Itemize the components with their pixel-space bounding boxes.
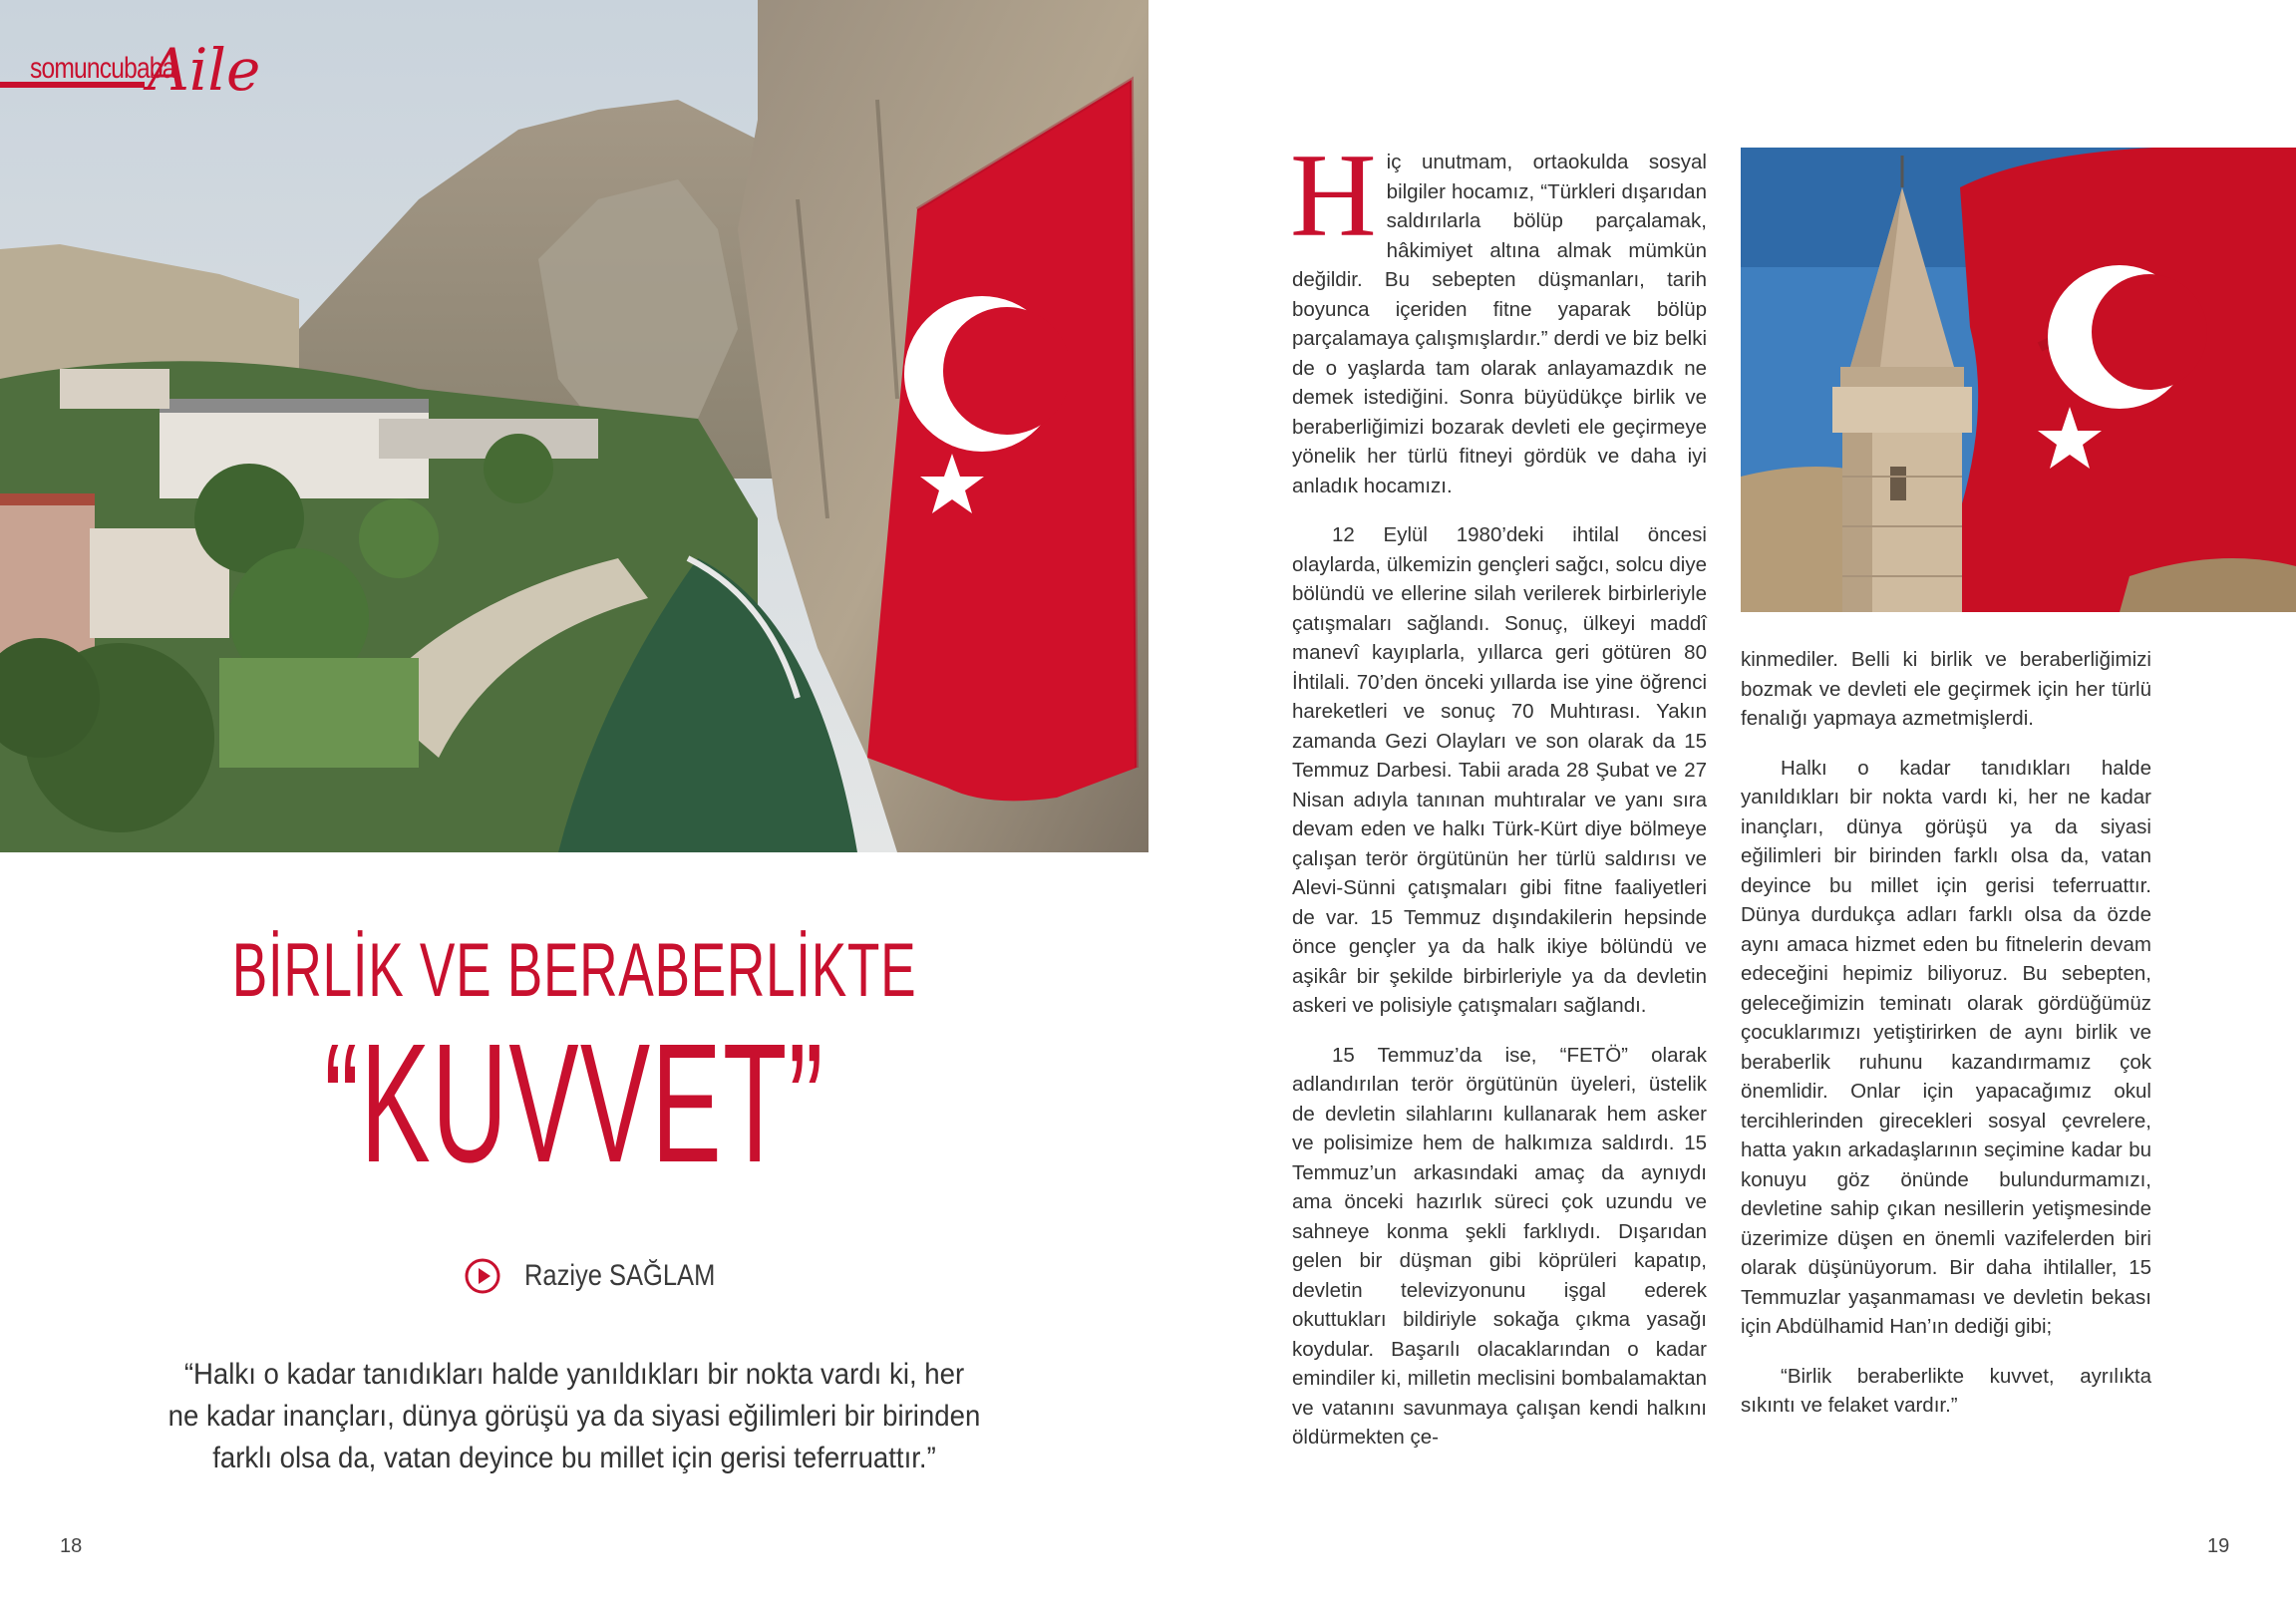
paragraph-1	[1290, 129, 1707, 500]
paragraph-3-continued: kinmediler. Belli ki birlik ve beraberliğimizi bozmak ve devleti ele geçirmek için her türlü fenalığı yapmaya azmetmişlerdi.	[1741, 648, 2151, 730]
article-title-line1: BİRLİK VE BERABERLİKTE	[231, 928, 917, 1013]
author-name: Raziye SAĞLAM	[524, 1259, 716, 1292]
body-column-right	[1741, 645, 2151, 1441]
paragraph-5: “Birlik beraberlikte kuvvet, ayrılıkta sıkıntı ve felaket vardır.”	[1741, 1364, 2151, 1417]
page-number-left: 18	[60, 1535, 83, 1557]
masthead-section: Aile	[148, 36, 261, 104]
page-number-right: 19	[2207, 1535, 2230, 1557]
drop-cap: H	[1290, 129, 1377, 261]
paragraph-2: 12 Eylül 1980’deki ihtilal öncesi olaylarda, ülkemizin gençleri sağcı, solcu diye bölündü ve ellerine silah verilerek birbirleriyle çatışmaları sağlandı. Sonuç, ülkeyi maddî manevî kayıplarla, yıllarca geri götüren 80 İhtilali. 70’den önceki yıllarda ise yine öğrenci hareketleri ve sonuç 70 Muhtırası. Yakın zamanda Gezi Olayları ve son olarak da 15 Temmuz Darbesi. Tabii arada 28 Şubat ve 27 Nisan adıyla tanınan muhtıralar ve yanı sıra devam eden ve halkı Türk-Kürt diye bölmeye çalışan terör örgütünün her türlü saldırısı ve Alevi-Sünni çatışmaları gibi fitne faaliyetleri de var. 15 Temmuz dışındakilerin hepsinde önce gençler ya da halk ikiye bölündü ve aşikâr bir şekilde birbirleriyle ya da devletin askeri ve polisiyle çatışmaları sağlandı.	[1292, 523, 1707, 1017]
play-circle-icon	[465, 1258, 500, 1294]
article-title-line2: “KUVVET”	[324, 1009, 824, 1198]
paragraph-4: Halkı o kadar tanıdıkları halde yanıldıkları bir nokta vardı ki, her ne kadar inançları, dünya görüşü ya da siyasi eğilimleri bir birinden farklı olsa da, vatan deyince bu millet için gerisi teferruattır. Dünya durdukça adları farklı olsa da özde aynı amaca hizmet eden bu fitnelerin devam edeceğini hepimiz biliyoruz. Bu sebepten, geleceğimizin teminatı olarak gördüğümüz çocuklarımızı yetiştirirken de aynı birlik ve beraberlik ruhunu kazandırmamız çok önemlidir. Onlar için yapacağımız okul tercihlerinden girecekleri sosyal çevrelere, hatta yakın arkadaşlarının seçimine kadar bu konuyu göz önünde bulundurmamızı, devletine sahip çıkan nesillerin yetişmesinde üzerimize düşen en önemli vazifelerden biri olarak düşünüyorum. Bir daha ihtilaller, 15 Temmuzlar yaşanmaması ve devletin bekası için Abdülhamid Han’ın dediği gibi;	[1741, 756, 2151, 1338]
body-column-left	[1290, 129, 1707, 1472]
paragraph-3: 15 Temmuz’da ise, “FETÖ” olarak adlandırılan terör örgütünün üyeleri, üstelik de devletin silahlarını kullanarak hem asker ve polisimize hem de halkımıza saldırdı. 15 Temmuz’un arkasındaki amaç da aynıydı ama önceki hazırlık süreci çok uzundu ve sahneye konma şekli farklıydı. Dışarıdan gelen bir düşman gibi köprüleri kapatıp, devletin televizyonunu işgal ederek okuttukları bildiriyle sokağa çıkma yasağı koydular. Başarılı olacaklarından o kadar emindiler ki, milletin meclisini bombalamaktan ve vatanını savunmaya çalışan kendi halkını öldürmekten çe-	[1292, 1043, 1707, 1449]
hero-photo	[0, 0, 1148, 852]
pull-quote: “Halkı o kadar tanıdıkları halde yanıldıkları bir nokta vardı ki, her ne kadar inançları, dünya görüşü ya da siyasi eğilimleri bir birinden farklı olsa da, vatan deyince bu millet için gerisi teferruattır.”	[167, 1358, 981, 1474]
paragraph-1-text: iç unutmam, ortaokulda sosyal bilgiler hocamız, “Türkleri dışarıdan saldırılarla bölüp parçalamak, hâkimiyet altına almak mümkün değildir. Bu sebepten düşmanları, tarih boyunca içeriden fitne yaparak bölüp parçalamaya çalışmışlardır.” derdi ve biz belki de o yaşlarda tam olarak anlayamazdık ne demek istediğini. Sonra büyüdükçe birlik ve beraberliğimizi bozarak devleti ele geçirmeye yönelik her türlü fitneyi gördük ve daha iyi anladık hocamızı.	[1292, 151, 1707, 497]
author-byline	[465, 1256, 749, 1296]
masthead-brand: somuncubaba	[30, 52, 175, 85]
minaret-photo	[1741, 148, 2296, 612]
